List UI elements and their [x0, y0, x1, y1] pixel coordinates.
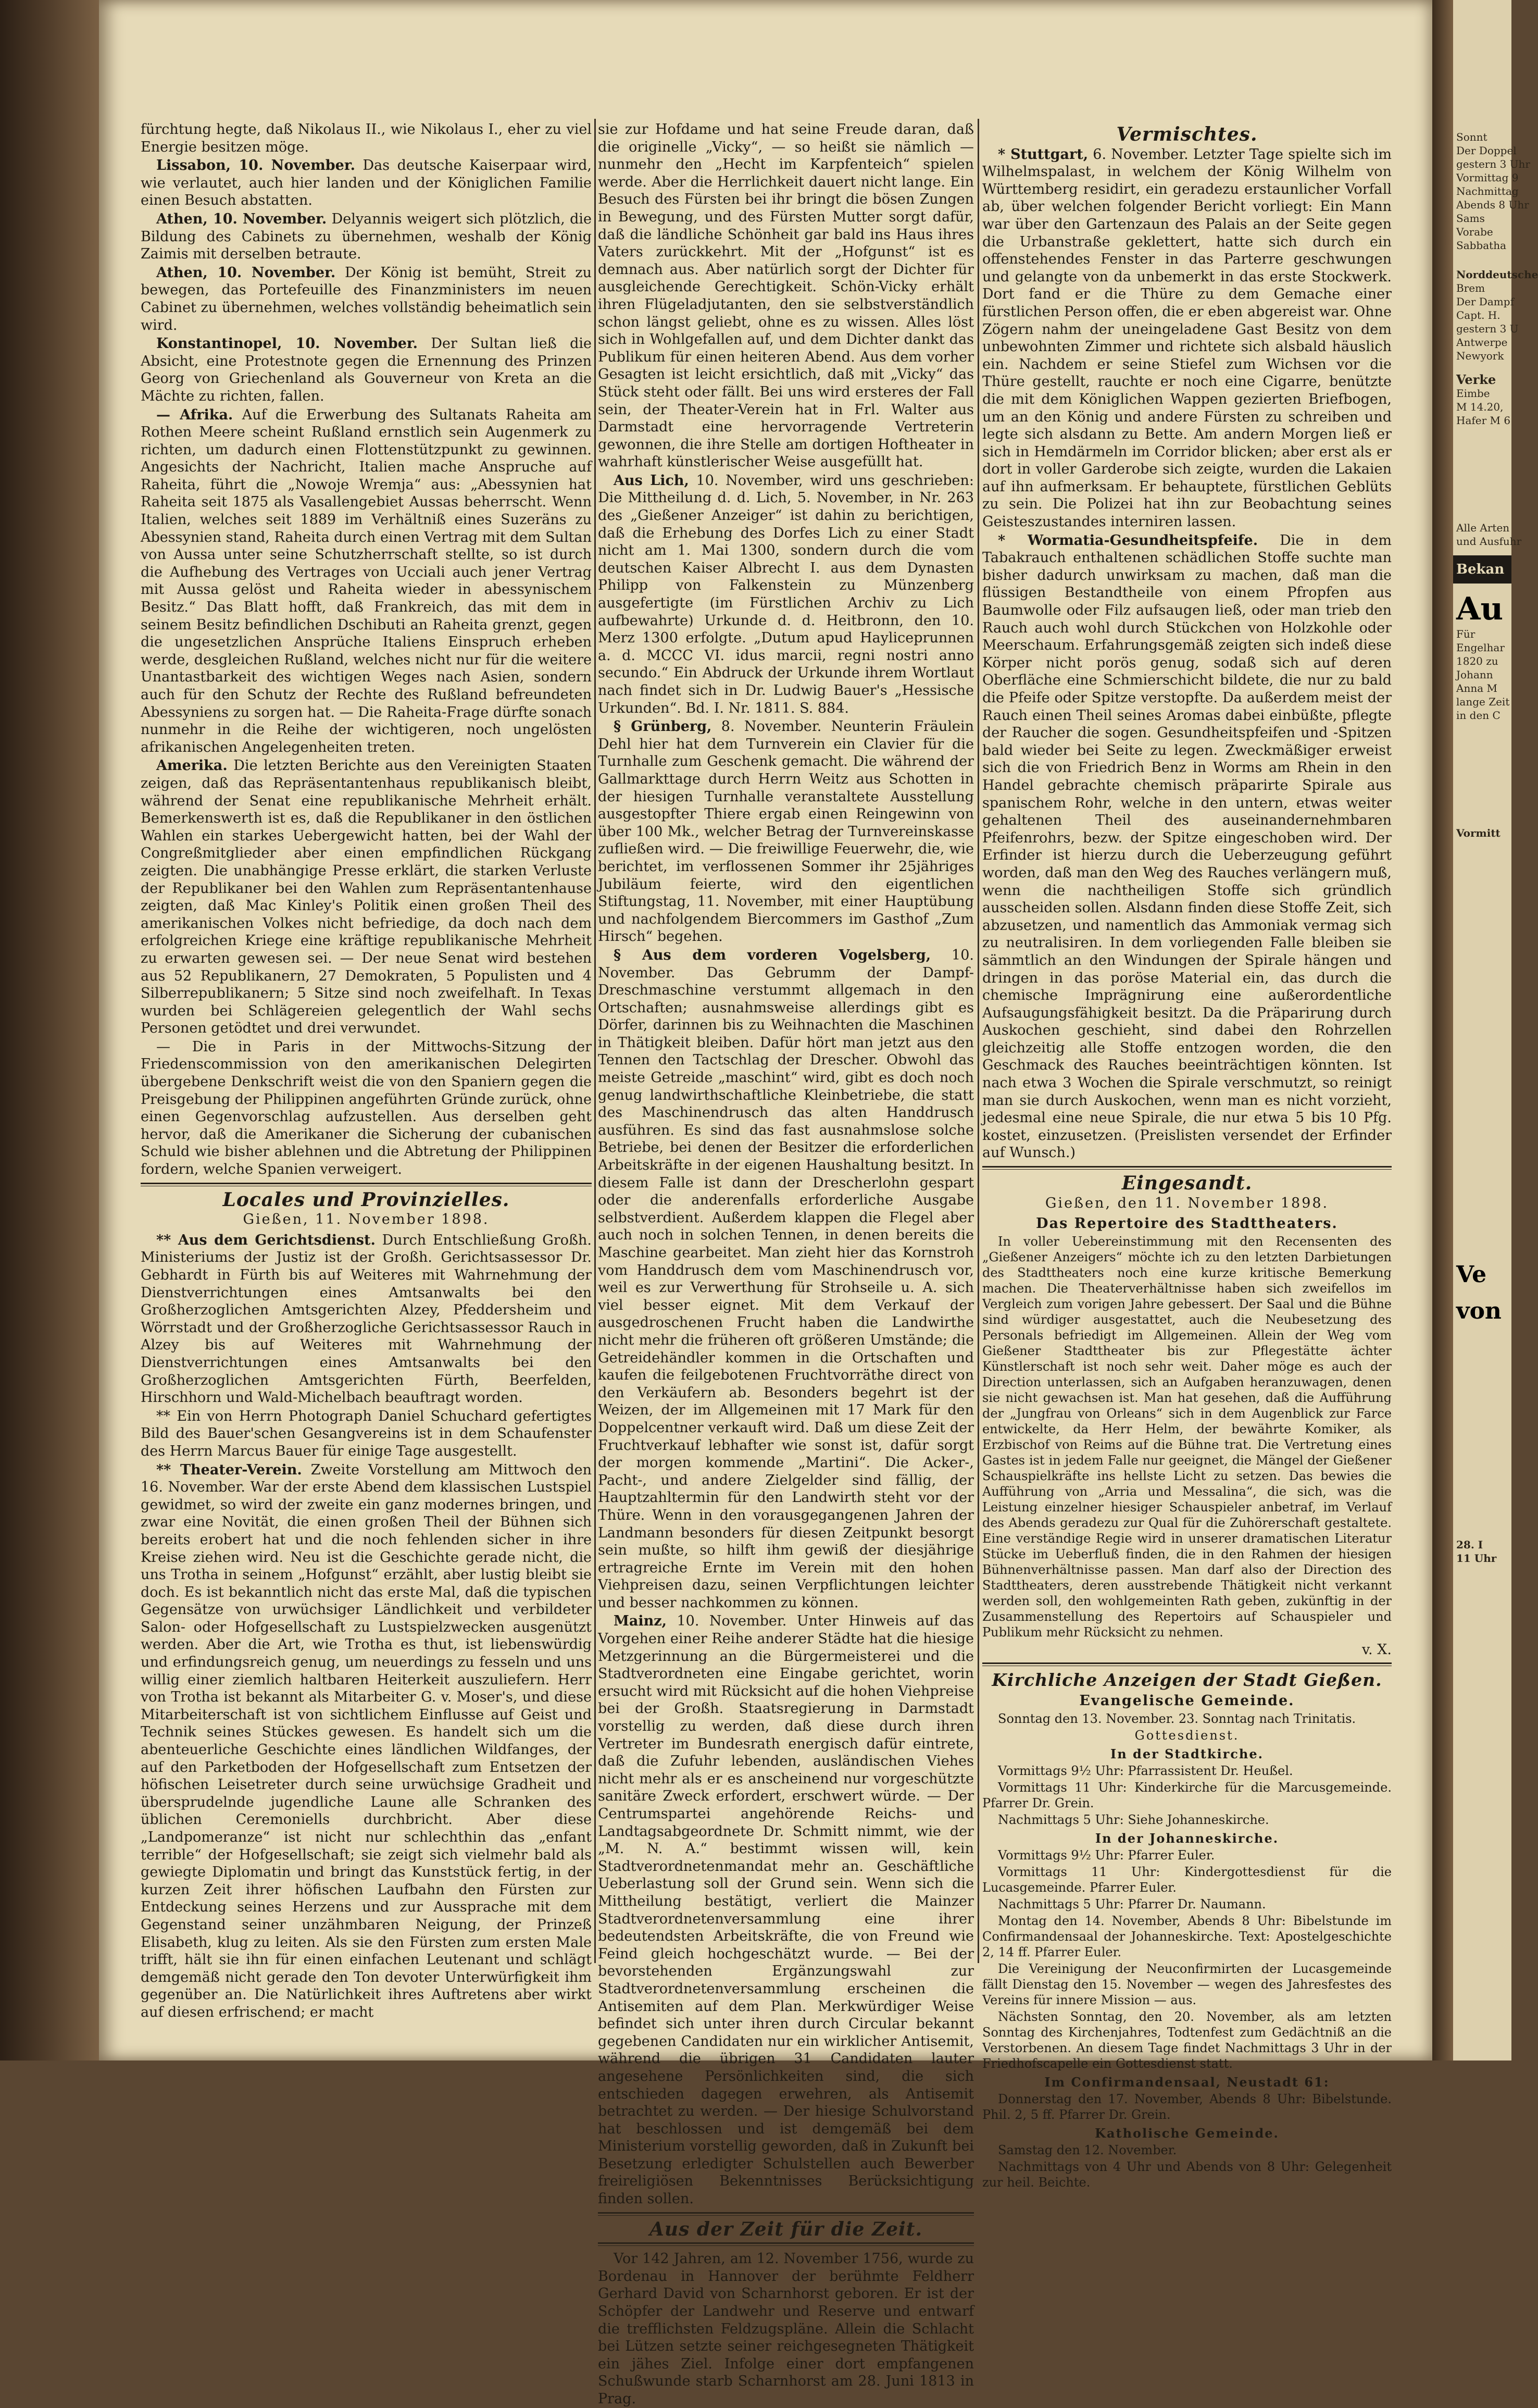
paragraph: fürchtung hegte, daß Nikolaus II., wie Nikolaus I., eher zu viel Energie besitzen möge.: [141, 121, 592, 155]
edge-heading: von: [1456, 1298, 1502, 1324]
service-line: Nachmittags 5 Uhr: Pfarrer Dr. Naumann.: [998, 1896, 1266, 1911]
paragraph: Mainz, 10. November. Unter Hinweis auf das Vorgehen einer Reihe anderer Städte hat die hiesige Metzgerinnung an die Bürgermeisterei und die Stadtverordneten eine Eingabe gerichtet, worin ersucht wird mit Rücksicht auf die hohen Viehpreise bei der Großh. Staatsregierung in Darmstadt vorstellig zu werden, daß diese durch ihren Vertreter im Bundesrath energisch dafür eintrete, daß die Zufuhr lebenden, ausländischen Viehes nicht mehr als er es anscheinend nur vorgeschützte sanitäre Zweck erfordert, erschwert würde. — Der Centrumspartei angehörende Reichs- und Landtagsabgeordnete Dr. Schmitt nimmt, wie der „M. N. A.“ bestimmt wissen will, kein Stadtverordnetenmandat mehr an. Geschäftliche Ueberlastung soll der Grund sein. Wenn sich die Mittheilung bestätigt, verliert die Mainzer Stadtverordnetenversammlung eine ihrer bedeutendsten Arbeitskräfte, die von Freund wie Feind gleich hochgeschätzt wurde. — Bei der bevorstehenden Ergänzungswahl zur Stadtverordnetenversammlung erscheinen die Antisemiten auf dem Plan. Merkwürdiger Weise befindet sich unter ihren durch Circular bekannt gegebenen Candidaten nur ein wirklicher Antisemit, während die übrigen 31 Candidaten lauter angesehene Persönlichkeiten sind, die sich entschieden dagegen erwehren, als Antisemit betrachtet zu werden. — Der hiesige Schulvorstand hat beschlossen und ist demgemäß bei dem Ministerium vorstellig geworden, daß in Zukunft bei Besetzung erledigter Schulstellen auch Bewerber freireligiösen Bekenntnisses Berücksichtigung finden sollen.: [598, 1613, 974, 2207]
column-rule: [978, 119, 979, 1963]
paragraph: — Afrika. Auf die Erwerbung des Sultanats Raheita am Rothen Meere scheint Rußland ernstlich sein Augenmerk zu richten, um dadurch einen Flottenstützpunkt zu gewinnen. Angesichts der Nachricht, Italien mache Anspruche auf Raheita, führt die „Nowoje Wremja“ aus: „Abessynien hat Raheita seit 1875 als Vasallengebiet Aussas beherrscht. Wenn Italien, welches seit 1889 im Verhältniß eines Suzeräns zu Abessynien stand, Raheita durch einen Vertrag mit dem Sultan von Aussa unter seine Schutzherrschaft stellte, so ist durch die Aufhebung des Vertrages von Ucciali auch jener Vertrag mit Aussa gelöst und Raheita wieder in abessynischem Besitz.“ Das Blatt hofft, daß Frankreich, das mit dem in seinem Besitz befindlichen Dschibuti an Raheita grenzt, gegen die ungesetzlichen Ansprüche Italiens Einspruch erheben werde, desgleichen Rußland, welches nicht nur für die weitere Unantastbarkeit des wichtigen Weges nach Asien, sondern auch für den Schutz der Rechte des Rußland befreundeten Abessyniens zu sorgen hat. — Die Raheita-Frage dürfte sonach nunmehr in die Reihe der wichtigeren, noch ungelösten afrikanischen Angelegenheiten treten.: [141, 406, 592, 755]
dateline: Gießen, 11. November 1898.: [243, 1211, 490, 1228]
section-heading: Eingesandt.: [1121, 1172, 1253, 1195]
service-line: Die Vereinigung der Neuconfirmirten der Lucasgemeinde fällt Dienstag den 15. November — wegen des Jahresfestes des Vereins für innere Mission — aus.: [982, 1961, 1392, 2007]
edge-heading: Au: [1456, 591, 1504, 627]
edge-text: Der Doppel: [1456, 144, 1517, 157]
service-line: Montag den 14. November, Abends 8 Uhr: Bibelstunde im Confirmandensaal der Johanneskirche. Text: Apostelgeschichte 2, 14 ff. Pfarrer Euler.: [982, 1913, 1392, 1959]
signature: v. X.: [1361, 1641, 1392, 1658]
edge-text: Johann: [1456, 668, 1493, 681]
service-line: Vormittags 9½ Uhr: Pfarrassistent Dr. Heußel.: [998, 1763, 1293, 1778]
paragraph: ** Ein von Herrn Photograph Daniel Schuchard gefertigtes Bild des Bauer'schen Gesangvereins ist in dem Schaufenster des Herrn Marcus Bauer für einige Tage ausgestellt.: [141, 1408, 592, 1459]
service-line: Samstag den 12. November.: [998, 2142, 1177, 2157]
book-binding: [0, 0, 99, 2061]
edge-text: gestern 3 Uhr: [1456, 158, 1530, 170]
column-rule: [594, 119, 596, 1963]
service-line: Donnerstag den 17. November, Abends 8 Uhr: Bibelstunde. Phil. 2, 5 ff. Pfarrer Dr. Grein.: [982, 2091, 1392, 2122]
edge-text: Engelhar: [1456, 641, 1505, 654]
edge-text: und Ausfuhr: [1456, 535, 1522, 548]
edge-text: Verke: [1456, 372, 1496, 387]
section-rule: [141, 1183, 592, 1186]
paragraph: Lissabon, 10. November. Das deutsche Kaiserpaar wird, wie verlautet, auch hier landen und der Königlichen Familie einen Besuch abstatten.: [141, 157, 592, 209]
column-3: [982, 121, 1392, 2190]
edge-text: Capt. H.: [1456, 309, 1501, 321]
edge-text: Sabbatha: [1456, 239, 1506, 252]
edge-text: Newyork: [1456, 350, 1504, 362]
paragraph: Vor 142 Jahren, am 12. November 1756, wurde zu Bordenau in Hannover der berühmte Feldherr Gerhard David von Scharnhorst geboren. Er ist der Schöpfer der Landwehr und Reserve und entwarf die trefflichsten Feldzugspläne. Allein die Schlacht bei Lützen setzte seiner reichgesegneten Thätigkeit ein jähes Ziel. Infolge einer dort empfangenen Schußwunde starb Scharnhorst am 28. Juni 1813 in Prag.: [598, 2251, 974, 2407]
paragraph: In voller Uebereinstimmung mit den Recensenten des „Gießener Anzeigers“ möchte ich zu den letzten Darbietungen des Stadttheaters noch eine kurze kritische Bemerkung machen. Die Theaterverhältnisse haben sich zweifellos im Vergleich zum vorigen Jahre gebessert. Der Saal und die Bühne sind würdiger ausgestattet, auch die Neubesetzung des Personals befriedigt im Allgemeinen. Allein der Weg vom Gießener Stadttheater bis zur Pflegestätte ächter Künstlerschaft ist noch sehr weit. Daher möge es auch der Direction unterlassen, sich an Aufgaben heranzuwagen, denen sie nicht gewachsen ist. Man hat gesehen, daß die Aufführung der „Jungfrau von Orleans“ sich in dem Augenblick zur Farce entwickelte, da Herr Helm, der bewährte Komiker, als Erzbischof von Reims auf die Bühne trat. Die Vertretung eines Gastes ist in jedem Falle nur geeignet, die Mängel der Gießener Schauspielkräfte ins hellste Licht zu setzen. Das bewies die Aufführung von „Arria und Messalina“, die sich, was die Leistung einzelner hiesiger Schauspieler anbetraf, im Verlauf des Abends geradezu zur Qual für die Zuhörerschaft gestaltete. Eine verständige Regie wird in unserer dramatischen Literatur Stücke im Ueberfluß finden, die in den Rahmen der hiesigen Bühnenverhältnisse passen. Man darf also der Direction des Stadttheaters, deren ausstrebende Thätigkeit nicht verkannt werden soll, den wohlgemeinten Rath geben, zukünftig in der Zusammenstellung des Repertoirs auf Schauspieler und Publikum mehr Rücksicht zu nehmen.: [982, 1234, 1392, 1640]
edge-heading: Bekan: [1453, 555, 1511, 584]
edge-text: gestern 3 U: [1456, 322, 1519, 335]
service-line: Nachmittags 5 Uhr: Siehe Johanneskirche.: [998, 1812, 1269, 1827]
section-rule: [598, 2242, 974, 2246]
section-heading: Vermischtes.: [1116, 123, 1258, 145]
paragraph: Athen, 10. November. Delyannis weigert sich plötzlich, die Bildung des Cabinets zu übernehmen, weshalb der König Zaimis mit derselben betraute.: [141, 210, 592, 263]
section-heading: Aus der Zeit für die Zeit.: [649, 2218, 922, 2240]
service-line: Vormittags 11 Uhr: Kinderkirche für die Marcusgemeinde. Pfarrer Dr. Grein.: [982, 1780, 1392, 1810]
edge-text: Sonnt: [1456, 131, 1487, 143]
service-line: Nächsten Sonntag, den 20. November, als am letzten Sonntag des Kirchenjahres, Todtenfest zum Gedächtniß an die Verstorbenen. An diesem Tage findet Nachmittags 3 Uhr in der Friedhofscapelle ein Gottesdienst statt.: [982, 2009, 1392, 2071]
paragraph: § Grünberg, 8. November. Neunterin Fräulein Dehl hier hat dem Turnverein ein Clavier für die Turnhalle zum Geschenk gemacht. Die während der Gallmarkttage durch Herrn Weitz aus Schotten in der hiesigen Turnhalle veranstaltete Ausstellung ausgestopfter Thiere ergab einen Reingewinn von über 100 Mk., welcher Betrag der Turnvereinskasse zufließen wird. — Die freiwillige Feuerwehr, die, wie berichtet, im verflossenen Sommer ihr 25jähriges Jubiläum feierte, wird den eigentlichen Stiftungstag, 11. November, mit einer Hauptübung und nachfolgendem Biercommers im Gasthof „Zum Hirsch“ begehen.: [598, 718, 974, 945]
edge-text: Sams: [1456, 212, 1485, 225]
adjacent-page-edge: [1453, 0, 1538, 2061]
edge-text: 28. I: [1456, 1538, 1483, 1551]
paragraph: Amerika. Die letzten Berichte aus den Vereinigten Staaten zeigen, daß das Repräsentantenhaus republikanisch bleibt, während der Senat eine republikanische Mehrheit erhält. Bemerkenswerth ist es, daß die Republikaner in den östlichen Wahlen ein starkes Uebergewicht hatten, bei der Wahl der Congreßmitglieder aber einen empfindlichen Rückgang zeigten. Die unabhängige Presse erklärt, die starken Verluste der Republikaner bei den Wahlen zum Repräsentantenhause zeigten, daß Mac Kinley's Politik einen großen Theil des amerikanischen Volkes nicht befriedige, da doch nach dem erfolgreichen Kriege eine kräftige republikanische Mehrheit zu erwarten gewesen sei. — Der neue Senat wird bestehen aus 52 Republikanern, 27 Demokraten, 5 Populisten und 4 Silberrepublikanern; 5 Sitze sind noch zweifelhaft. In Texas wurden bei Schlägereien gelegentlich der Wahl sechs Personen getödtet und drei verwundet.: [141, 758, 592, 1037]
paragraph: sie zur Hofdame und hat seine Freude daran, daß die originelle „Vicky“, — so heißt sie nämlich — nunmehr den „Hecht im Karpfenteich“ spielen werde. Aber die Herrlichkeit dauert nicht lange. Ein Besuch des Fürsten bei ihr bringt die bösen Zungen in Bewegung, und des Fürsten Mutter sorgt dafür, daß die ländliche Schönheit gar bald ins Haus ihres Vaters zurückkehrt. Mit der „Hofgunst“ ist es demnach aus. Aber natürlich sorgt der Dichter für ausgleichende Gerechtigkeit. Schön-Vicky erhält ihren Flügeladjutanten, den sie selbstverständlich schon längst geliebt, ohne es zu wissen. Alles löst sich in Wohlgefallen auf, und dem Dichter dankt das Publikum für einen heiteren Abend. Aus dem vorher Gesagten ist leicht ersichtlich, daß mit „Vicky“ das Stück steht oder fällt. Bei uns wird ersteres der Fall sein, der Theater-Verein hat in Frl. Walter aus Darmstadt eine hervorragende Vertreterin gewonnen, die ihre Stelle am dortigen Hoftheater in wahrhaft künstlerischer Weise ausgefüllt hat.: [598, 121, 974, 470]
paragraph: Aus Lich, 10. November, wird uns geschrieben: Die Mittheilung d. d. Lich, 5. November, in Nr. 263 des „Gießener Anzeiger“ ist dahin zu berichtigen, daß die Erhebung des Dorfes Lich zu einer Stadt nicht am 1. Mai 1300, sondern durch die vom deutschen Kaiser Albrecht I. aus dem Dynasten Philipp von Falkenstein zu Münzenberg ausgefertigte (im Fürstlichen Archiv zu Lich aufbewahrte) Urkunde d. d. Heitbronn, den 10. Merz 1300 erfolgte. „Dutum apud Hayliceprunnen a. d. MCCC VI. idus marcii, regni nostri anno secundo.“ Ein Abdruck der Urkunde ihrem Wortlaut nach findet sich in Dr. Ludwig Bauer's „Hessische Urkunden“. Bd. I. Nr. 1811. S. 884.: [598, 472, 974, 716]
edge-text: M 14.20,: [1456, 401, 1504, 413]
service-line: Sonntag den 13. November. 23. Sonntag nach Trinitatis.: [998, 1711, 1356, 1726]
paragraph: Athen, 10. November. Der König ist bemüht, Streit zu bewegen, das Portefeuille des Finanzministers im neuen Cabinet zu übernehmen, welches vollständig beheimatlich sein wird.: [141, 264, 592, 333]
subheading: Evangelische Gemeinde.: [1079, 1693, 1295, 1709]
edge-text: Brem: [1456, 282, 1485, 294]
paragraph: Konstantinopel, 10. November. Der Sultan ließ die Absicht, eine Protestnote gegen die Ernennung des Prinzen Georg von Griechenland als Gouverneur von Kreta an die Mächte zu richten, fallen.: [141, 336, 592, 404]
service-line: Vormittags 9½ Uhr: Pfarrer Euler.: [998, 1847, 1215, 1863]
edge-text: Abends 8 Uhr: [1456, 198, 1529, 211]
edge-text: Hafer M 6: [1456, 414, 1511, 427]
edge-text: Eimbe: [1456, 387, 1490, 400]
subheading: In der Stadtkirche.: [1110, 1746, 1264, 1761]
paragraph: * Stuttgart, 6. November. Letzter Tage spielte sich im Wilhelmspalast, in welchem der König Wilhelm von Württemberg residirt, ein geradezu erstaunlicher Vorfall ab, über welchen folgender Bericht vorliegt: Ein Mann war über den Gartenzaun des Palais an der Seite gegen die Urbanstraße geklettert, hatte sich durch ein offenstehendes Fenster in das Parterre geschwungen und gelangte von da unbemerkt in das erste Stockwerk. Dort fand er die Thüre zu dem Gemache einer fürstlichen Person offen, die er eben abgereist war. Ohne Zögern nahm der uneingeladene Gast Besitz von dem unbewohnten Zimmer und richtete sich alsbald häuslich ein. Nachdem er seine Stiefel zum Wichsen vor die Thüre gestellt, rauchte er noch eine Cigarre, benützte die mit dem Königlichen Wappen gezierten Briefbogen, um an den König und andere Fürsten zu schreiben und legte sich alsdann zu Bette. Am andern Morgen ließ er sich in Hemdärmeln im Corridor blicken; aber erst als er dort in voller Garderobe sich zeigte, wurden die Lakaien auf ihn aufmerksam. Er behauptete, fürstlichen Geblüts zu sein. Die Polizei hat ihn zur Beobachtung seines Geisteszustandes interniren lassen.: [982, 146, 1392, 530]
subheading: Das Repertoire des Stadttheaters.: [1036, 1215, 1338, 1232]
subheading: Katholische Gemeinde.: [1095, 2125, 1279, 2141]
section-rule: [982, 1166, 1392, 1170]
section-heading: Locales und Provinzielles.: [222, 1188, 510, 1211]
section-rule: [982, 1662, 1392, 1666]
edge-heading: Ve: [1456, 1261, 1487, 1288]
edge-text: lange Zeit: [1456, 696, 1510, 708]
paragraph: — Die in Paris in der Mittwochs-Sitzung der Friedenscommission von den amerikanischen Delegirten übergebene Denkschrift weist die von den Spaniern gegen die Preisgebung der Philippinen angeführten Gründe zurück, ohne einen Gegenvorschlag aufzustellen. Aus derselben geht hervor, daß die Amerikaner die Sicherung der cubanischen Schuld wie bisher ablehnen und die Abtretung der Philippinen fordern, welche Spanien verweigert.: [141, 1038, 592, 1178]
paragraph: ** Theater-Verein. Zweite Vorstellung am Mittwoch den 16. November. War der erste Abend dem klassischen Lustspiel gewidmet, so wird der zweite ein ganz modernes bringen, und zwar eine Novität, die einen großen Theil der Bühnen sich bereits erobert hat und die noch fehlenden sicher in ihre Kreise ziehen wird. Neu ist die Geschichte gerade nicht, die uns Trotha in seinem „Hofgunst“ erzählt, aber lustig bleibt sie doch. Es ist bekanntlich nicht das erste Mal, daß die typischen Gegensätze von urwüchsiger Ländlichkeit und verbildeter Salon- oder Hofgesellschaft zu Lustspielzwecken ausgenützt werden. Aber die Art, wie Trotha es thut, ist liebenswürdig und erfindungsreich genug, um neuerdings zu fesseln und uns willig einer ziemlich haltbaren Heiterkeit auszuliefern. Herr von Trotha ist bekannt als Mitarbeiter G. v. Moser's, und diese Mitarbeiterschaft ist von sichtlichem Einflusse auf Geist und Technik seines Stückes gewesen. Es handelt sich um die abenteuerliche Geschichte eines ländlichen Wildfanges, der auf den Parketboden der Hofgesellschaft zum Entsetzen der höfischen Leisetreter durch seine urwüchsige Gradheit und übersprudelnde jugendliche Laune alle Schranken des üblichen Ceremoniells durchbricht. Aber diese „Landpomeranze“ ist nicht nur schlechthin das „enfant terrible“ der Hofgesellschaft; sie zeigt sich vielmehr bald als gewiegte Diplomatin und bringt das Kunststück fertig, in der kurzen Zeit ihrer höfischen Laufbahn den Fürsten zur Entdeckung seines Herzens und zur Aussprache mit dem Gegenstand seiner unzähmbaren Neigung, der Prinzeß Elisabeth, klug zu leiten. Als sie den Fürsten zum ersten Male trifft, hält sie ihn für einen einfachen Leutenant und schlägt demgemäß nicht gerade den Ton devoter Unterwürfigkeit ihm gegenüber an. Die Natürlichkeit ihres Auftretens aber wirkt auf diesen erfrischend; er macht: [141, 1461, 592, 2020]
page-gutter: [1432, 0, 1453, 2061]
edge-text: Vormitt: [1456, 827, 1501, 839]
edge-text: Antwerpe: [1456, 336, 1508, 349]
edge-text: Vormittag 9: [1456, 171, 1519, 184]
paragraph: * Wormatia-Gesundheitspfeife. Die in dem Tabakrauch enthaltenen schädlichen Stoffe suchte man bisher dadurch unwirksam zu machen, daß man die flüssigen Bestandtheile von einem Pfropfen aus Baumwolle oder Filz aufsaugen ließ, oder man trieb den Rauch auch wohl durch Stückchen von Holzkohle oder Meerschaum. Erfahrungsgemäß zeigten sich indeß diese Körper nicht porös genug, sodaß sich auf deren Oberfläche eine Schmierschicht bildete, die nur zu bald die Pfeife oder Spitze verstopfte. Da außerdem meist der Rauch einen Theil seines Aromas dabei einbüßte, pflegte der Raucher die sogen. Gesundheitspfeifen und -Spitzen bald wieder bei Seite zu legen. Zweckmäßiger erweist sich die von Friedrich Benz in Worms am Rhein in den Handel gebrachte chemisch präparirte Spirale aus spanischem Rohr, welche in den untern, etwas weiter gehaltenen Theil des auseinandernehmbaren Pfeifenrohrs, bezw. der Spitze eingeschoben wird. Der Erfinder ist hierzu durch die Ueberzeugung geführt worden, daß man den Weg des Rauches verlängern muß, wenn die nachtheiligen Stoffe sich gründlich ausscheiden sollen. Alsdann finden diese Stoffe Zeit, sich abzusetzen, und namentlich das Ammoniak vermag sich zu neutralisiren. In dem vorliegenden Falle bleiben sie sämmtlich an den Windungen der Spirale hängen und dringen in das poröse Material ein, das durch die chemische Imprägnirung eine außerordentliche Aufsaugungsfähigkeit besitzt. Da die Präparirung durch Auskochen geschieht, sind dabei den Rohrzellen gleichzeitig alle Stoffe entzogen worden, die den Geschmack des Rauches beeinträchtigen könnten. Ist nach etwa 3 Wochen die Spirale verschmutzt, so reinigt man sie durch Auskochen, wenn man es nicht vorzieht, jedesmal eine neue Spirale, die nur etwa 5 bis 10 Pfg. kostet, einzusetzen. (Preislisten versendet der Erfinder auf Wunsch.): [982, 532, 1392, 1161]
subheading: In der Johanneskirche.: [1095, 1830, 1279, 1846]
edge-text: Der Dampf: [1456, 295, 1514, 308]
dateline: Gießen, den 11. November 1898.: [1045, 1195, 1329, 1211]
paragraph: ** Aus dem Gerichtsdienst. Durch Entschließung Großh. Ministeriums der Justiz ist der Großh. Gerichtsassessor Dr. Gebhardt in Fürth bis auf Weiteres mit Wahrnehmung der Dienstverrichtungen eines Amtsanwalts bei den Großherzoglichen Amtsgerichten Alzey, Pfeddersheim und Wörrstadt und der Großherzogliche Gerichtsassessor Rauch in Alzey bis auf Weiteres mit Wahrnehmung der Dienstverrichtungen eines Amtsanwalts bei den Großherzoglichen Amtsgerichten Fürth, Beerfelden, Hirschhorn und Wald-Michelbach beauftragt worden.: [141, 1232, 592, 1406]
column-2: [598, 121, 974, 2407]
edge-text: Anna M: [1456, 682, 1497, 694]
service-line: Nachmittags von 4 Uhr und Abends von 8 Uhr: Gelegenheit zur heil. Beichte.: [982, 2159, 1392, 2190]
edge-text: in den C: [1456, 709, 1501, 722]
service-line: Vormittags 11 Uhr: Kindergottesdienst für die Lucasgemeinde. Pfarrer Euler.: [982, 1864, 1392, 1895]
edge-text: 1820 zu: [1456, 655, 1498, 667]
section-heading: Kirchliche Anzeigen der Stadt Gießen.: [992, 1670, 1382, 1691]
subheading: Im Confirmandensaal, Neustadt 61:: [1044, 2074, 1330, 2090]
paragraph: § Aus dem vorderen Vogelsberg, 10. November. Das Gebrumm der Dampf-Dreschmaschine verstummt allgemach in den Ortschaften; ausnahmsweise allerdings gibt es Dörfer, darinnen bis zu Weihnachten die Maschinen in Thätigkeit bleiben. Dafür hört man jetzt aus den Tennen den Tactschlag der Drescher. Obwohl das meiste Getreide „maschint“ wird, gibt es doch noch genug landwirthschaftliche Kleinbetriebe, die statt des Maschinendrusch das alten Handdrusch ausführen. Es sind das fast ausnahmslose solche Betriebe, bei denen der Besitzer die erforderlichen Arbeitskräfte in der eigenen Haushaltung besitzt. In diesem Falle ist dann der Drescherlohn gespart oder die anderenfalls erforderliche Ausgabe selbstverdient. Außerdem klappen die Flegel aber auch noch in solchen Tennen, in denen bereits die Maschine gearbeitet. Man zieht hier das Kornstroh vom Handdrusch dem vom Maschinendrusch vor, weil es zur Verwerthung für Strohseile u. A. sich viel besser eignet. Mit dem Verkauf der ausgedroschenen Frucht haben die Landwirthe nicht mehr die früheren oft größeren Umstände; die Getreidehändler kommen in die Ortschaften und kaufen die feilgebotenen Fruchtvorräthe direct von den Verkäufern ab. Besonders begehrt ist der Weizen, der im Allgemeinen mit 17 Mark für den Doppelcentner verkauft wird. Daß um diese Zeit der Fruchtverkauf lebhafter wie sonst ist, dafür sorgt der morgen kommende „Martini“. Die Acker-, Pacht-, und andere Zielgelder sind fällig, der Hauptzahltermin für den Landwirth steht vor der Thüre. Wenn in den vorausgegangenen Jahren der Landmann besonders für diesen Zeitpunkt besorgt sein mußte, so hilft ihm gewiß der diesjährige ertragreiche Ernte im Verein mit den hohen Viehpreisen dazu, seinen Verpflichtungen leichter und besser nachkommen zu können.: [598, 947, 974, 1611]
edge-text: Vorabe: [1456, 226, 1493, 238]
edge-text: Nachmittag: [1456, 185, 1519, 197]
section-rule: [598, 2212, 974, 2216]
edge-text: Norddeutsche: [1456, 268, 1538, 281]
column-1: [141, 121, 592, 2020]
edge-text: Für: [1456, 628, 1476, 640]
subheading: Gottesdienst.: [1134, 1728, 1240, 1743]
edge-text: Alle Arten: [1456, 522, 1510, 534]
edge-text: 11 Uhr: [1456, 1552, 1497, 1565]
